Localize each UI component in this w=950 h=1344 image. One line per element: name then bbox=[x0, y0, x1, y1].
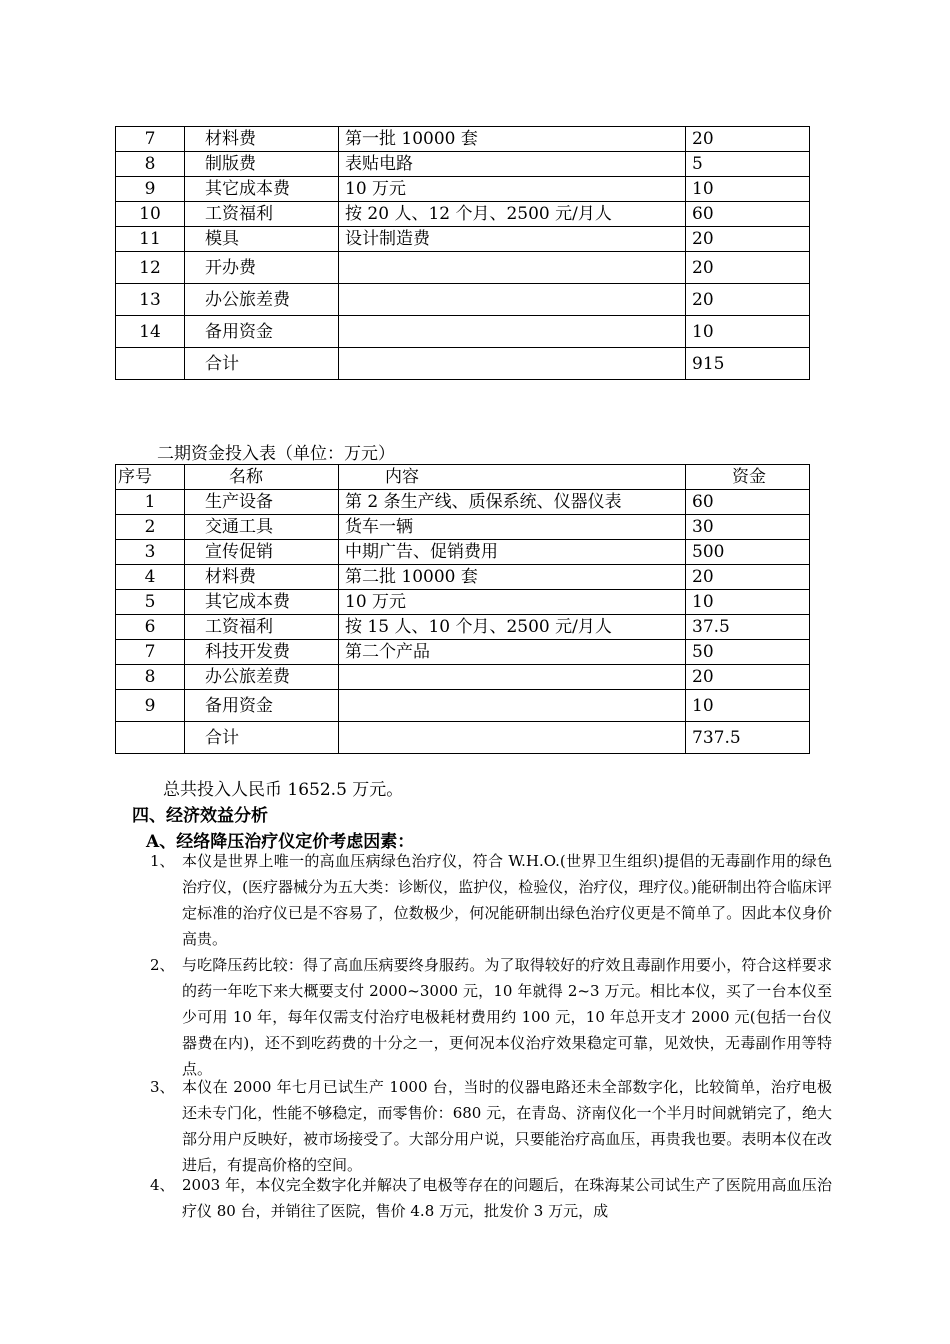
total-investment: 总共投入人民币 1652.5 万元。 bbox=[163, 780, 404, 800]
row-number: 9 bbox=[116, 177, 185, 202]
table-row bbox=[116, 640, 810, 665]
table-row bbox=[116, 540, 810, 565]
row-name: 交通工具 bbox=[185, 515, 339, 540]
list-item-text: 本仪是世界上唯一的高血压病绿色治疗仪，符合 W.H.O.(世界卫生组织)提倡的无毒副作用的绿色治疗仪，(医疗器械分为五大类：诊断仪，监护仪，检验仪，治疗仪，理疗仪。)能研制出符合临床评定标准的治疗仪已是不容易了，位数极少，何况能研制出绿色治疗仪更是不简单了。因此本仪身价高贵。 bbox=[182, 852, 832, 948]
table-row bbox=[116, 177, 810, 202]
list-item-4 bbox=[150, 1172, 832, 1224]
list-item-number: 2、 bbox=[150, 956, 175, 974]
row-amount: 10 bbox=[686, 177, 810, 202]
row-name: 宣传促销 bbox=[185, 540, 339, 565]
row-content: 10 万元 bbox=[339, 177, 686, 202]
row-amount: 500 bbox=[686, 540, 810, 565]
row-content: 表贴电路 bbox=[339, 152, 686, 177]
row-name: 制版费 bbox=[185, 152, 339, 177]
row-name: 其它成本费 bbox=[185, 177, 339, 202]
table-row bbox=[116, 565, 810, 590]
row-content: 第 2 条生产线、质保系统、仪器仪表 bbox=[339, 490, 686, 515]
table-row bbox=[116, 227, 810, 252]
row-amount: 737.5 bbox=[686, 722, 810, 754]
table-row bbox=[116, 665, 810, 690]
row-content: 中期广告、促销费用 bbox=[339, 540, 686, 565]
table-row bbox=[116, 515, 810, 540]
row-amount: 20 bbox=[686, 252, 810, 284]
table-row bbox=[116, 152, 810, 177]
row-number: 9 bbox=[116, 690, 185, 722]
row-name: 材料费 bbox=[185, 565, 339, 590]
list-item-number: 1、 bbox=[150, 852, 175, 870]
row-number: 7 bbox=[116, 640, 185, 665]
table-row bbox=[116, 490, 810, 515]
list-item-2 bbox=[150, 952, 832, 1082]
row-content bbox=[339, 665, 686, 690]
row-content: 货车一辆 bbox=[339, 515, 686, 540]
table-row bbox=[116, 284, 810, 316]
table-row bbox=[116, 722, 810, 754]
list-item-number: 3、 bbox=[150, 1078, 175, 1096]
row-content: 设计制造费 bbox=[339, 227, 686, 252]
table-row bbox=[116, 202, 810, 227]
row-name: 科技开发费 bbox=[185, 640, 339, 665]
row-amount: 10 bbox=[686, 690, 810, 722]
row-name: 办公旅差费 bbox=[185, 284, 339, 316]
row-number: 5 bbox=[116, 590, 185, 615]
table-row bbox=[116, 690, 810, 722]
row-number: 14 bbox=[116, 316, 185, 348]
row-name: 合计 bbox=[185, 348, 339, 380]
table-row bbox=[116, 615, 810, 640]
table-row bbox=[116, 590, 810, 615]
row-content bbox=[339, 348, 686, 380]
row-amount: 20 bbox=[686, 127, 810, 152]
list-item-text: 2003 年，本仪完全数字化并解决了电极等存在的问题后，在珠海某公司试生产了医院用高血压治疗仪 80 台，并销往了医院，售价 4.8 万元，批发价 3 万元，成 bbox=[182, 1176, 832, 1220]
row-number: 1 bbox=[116, 490, 185, 515]
row-name: 开办费 bbox=[185, 252, 339, 284]
row-amount: 30 bbox=[686, 515, 810, 540]
row-name: 其它成本费 bbox=[185, 590, 339, 615]
header-content: 内容 bbox=[339, 465, 686, 490]
row-amount: 60 bbox=[686, 202, 810, 227]
row-number: 12 bbox=[116, 252, 185, 284]
table-row bbox=[116, 348, 810, 380]
row-number: 10 bbox=[116, 202, 185, 227]
header-amount: 资金 bbox=[686, 465, 810, 490]
row-content: 第一批 10000 套 bbox=[339, 127, 686, 152]
table-row bbox=[116, 127, 810, 152]
subsection-a-heading: A、经络降压治疗仪定价考虑因素： bbox=[146, 832, 415, 852]
row-amount: 10 bbox=[686, 316, 810, 348]
row-number: 8 bbox=[116, 665, 185, 690]
phase2-cost-table bbox=[115, 464, 810, 754]
row-amount: 915 bbox=[686, 348, 810, 380]
row-number: 6 bbox=[116, 615, 185, 640]
row-amount: 60 bbox=[686, 490, 810, 515]
row-name: 备用资金 bbox=[185, 316, 339, 348]
list-item-text: 本仪在 2000 年七月已试生产 1000 台，当时的仪器电路还未全部数字化，比较简单，治疗电极还未专门化，性能不够稳定，而零售价：680 元，在青岛、济南仪化一个半月时间就销完了，绝大部分用户反映好，被市场接受了。大部分用户说，只要能治疗高血压，再贵我也要。表明本仪在改进后，有提高价格的空间。 bbox=[182, 1078, 832, 1174]
row-amount: 20 bbox=[686, 665, 810, 690]
list-item-3 bbox=[150, 1074, 832, 1178]
row-content: 第二个产品 bbox=[339, 640, 686, 665]
table-header-row bbox=[116, 465, 810, 490]
row-content bbox=[339, 284, 686, 316]
row-content bbox=[339, 252, 686, 284]
row-amount: 20 bbox=[686, 227, 810, 252]
list-item-number: 4、 bbox=[150, 1176, 175, 1194]
row-name: 模具 bbox=[185, 227, 339, 252]
row-name: 工资福利 bbox=[185, 615, 339, 640]
row-number: 4 bbox=[116, 565, 185, 590]
row-content: 按 15 人、10 个月、2500 元/月人 bbox=[339, 615, 686, 640]
row-name: 办公旅差费 bbox=[185, 665, 339, 690]
row-amount: 37.5 bbox=[686, 615, 810, 640]
row-number bbox=[116, 348, 185, 380]
row-content: 10 万元 bbox=[339, 590, 686, 615]
row-content bbox=[339, 316, 686, 348]
row-number: 13 bbox=[116, 284, 185, 316]
row-name: 工资福利 bbox=[185, 202, 339, 227]
row-amount: 10 bbox=[686, 590, 810, 615]
phase2-table-caption: 二期资金投入表（单位：万元） bbox=[157, 444, 395, 464]
header-name: 名称 bbox=[185, 465, 339, 490]
row-number bbox=[116, 722, 185, 754]
row-content: 第二批 10000 套 bbox=[339, 565, 686, 590]
row-name: 合计 bbox=[185, 722, 339, 754]
row-number: 3 bbox=[116, 540, 185, 565]
row-content: 按 20 人、12 个月、2500 元/月人 bbox=[339, 202, 686, 227]
table-row bbox=[116, 252, 810, 284]
list-item-1 bbox=[150, 848, 832, 952]
row-amount: 5 bbox=[686, 152, 810, 177]
row-amount: 20 bbox=[686, 565, 810, 590]
row-number: 2 bbox=[116, 515, 185, 540]
table-row bbox=[116, 316, 810, 348]
header-no: 序号 bbox=[116, 465, 185, 490]
row-content bbox=[339, 722, 686, 754]
row-name: 备用资金 bbox=[185, 690, 339, 722]
list-item-text: 与吃降压药比较：得了高血压病要终身服药。为了取得较好的疗效且毒副作用要小，符合这样要求的药一年吃下来大概要支付 2000~3000 元，10 年就得 2~3 万元。相比本仪，买了一台本仪至少可用 10 年，每年仅需支付治疗电极耗材费用约 100 元，10 年总开支才 2000 元(包括一台仪器费在内)，还不到吃药费的十分之一，更何况本仪治疗效果稳定可靠，见效快，无毒副作用等特点。 bbox=[182, 956, 832, 1078]
row-amount: 20 bbox=[686, 284, 810, 316]
row-number: 11 bbox=[116, 227, 185, 252]
section-4-heading: 四、经济效益分析 bbox=[132, 806, 268, 826]
row-number: 8 bbox=[116, 152, 185, 177]
row-name: 生产设备 bbox=[185, 490, 339, 515]
row-number: 7 bbox=[116, 127, 185, 152]
row-name: 材料费 bbox=[185, 127, 339, 152]
phase1-cost-table bbox=[115, 126, 810, 380]
row-amount: 50 bbox=[686, 640, 810, 665]
row-content bbox=[339, 690, 686, 722]
